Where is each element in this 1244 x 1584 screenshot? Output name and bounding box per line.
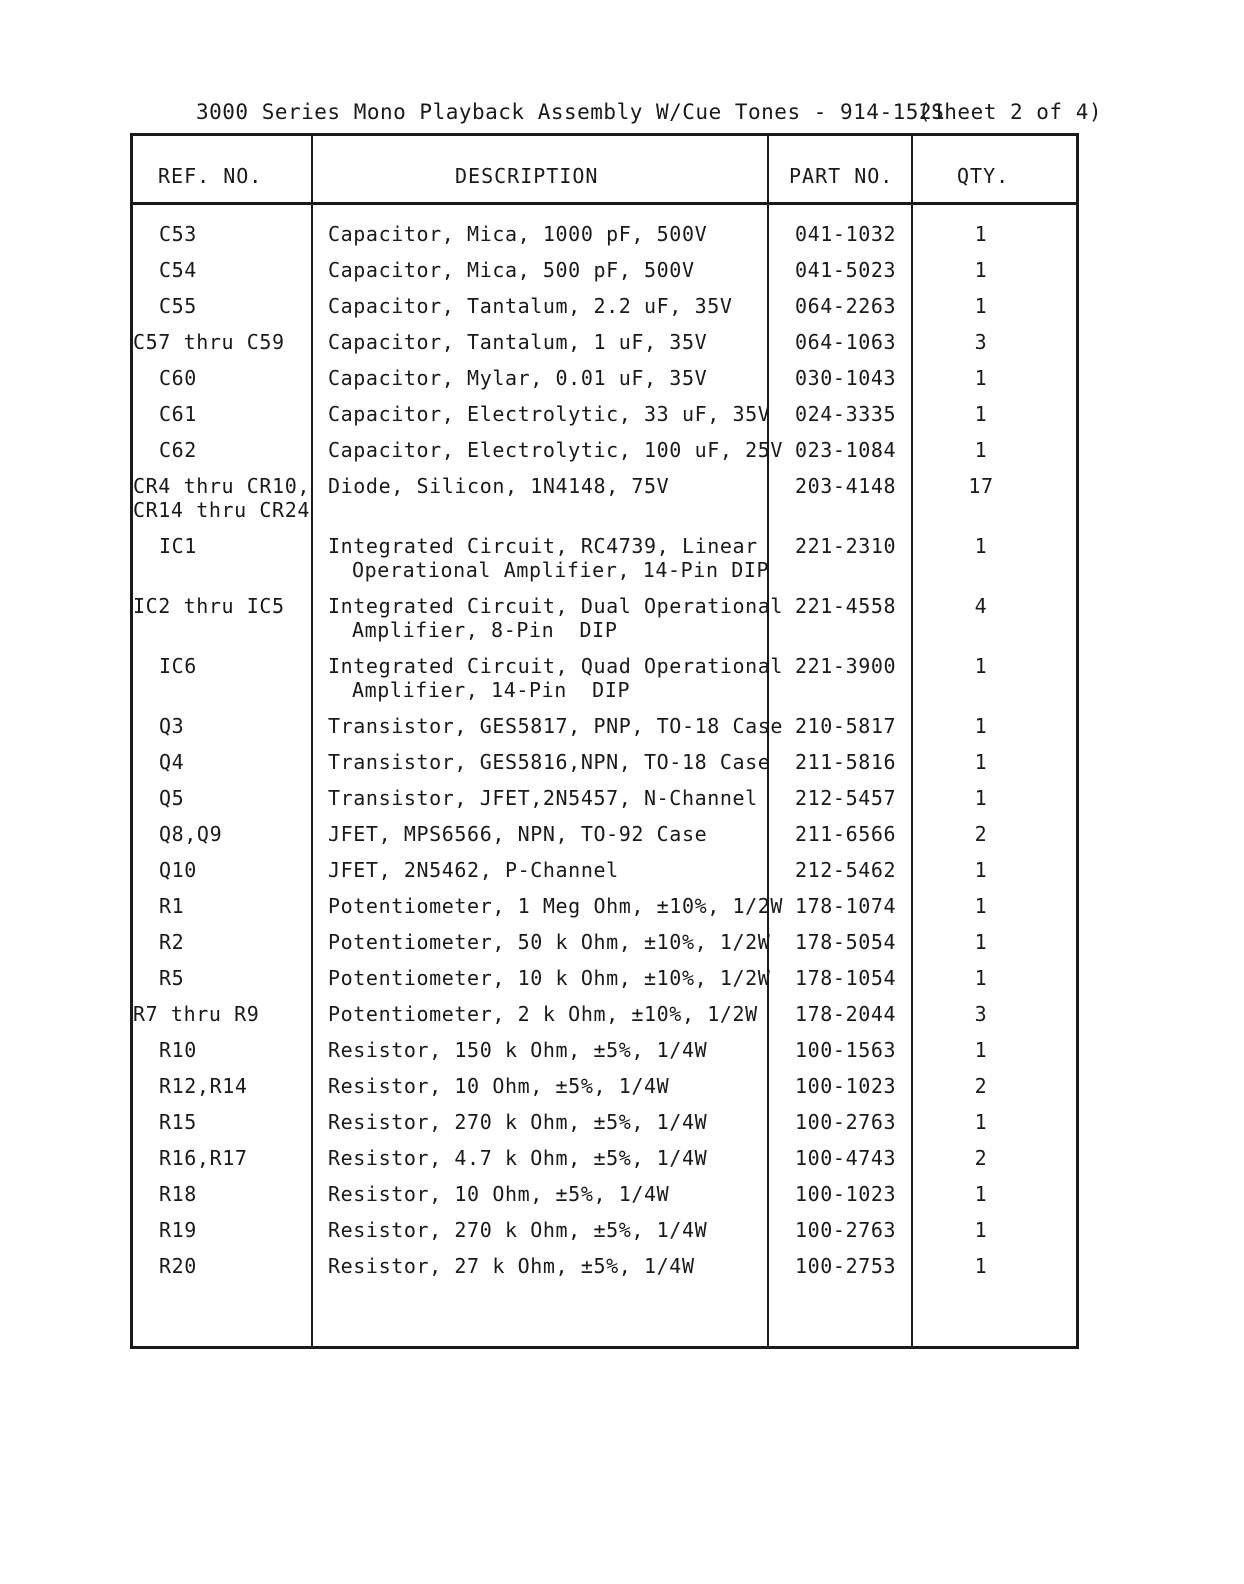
quantity: 1 bbox=[974, 654, 988, 678]
description bbox=[328, 594, 784, 642]
description bbox=[328, 894, 784, 918]
quantity: 2 bbox=[974, 1146, 988, 1170]
parts-table bbox=[130, 133, 1079, 1349]
ref-number-line: IC1 bbox=[159, 534, 197, 558]
quantity: 1 bbox=[974, 222, 988, 246]
quantity: 17 bbox=[968, 474, 994, 498]
description bbox=[328, 534, 778, 582]
description bbox=[328, 786, 778, 810]
description-line: Resistor, 270 k Ohm, ±5%, 1/4W bbox=[328, 1110, 708, 1134]
description-line: Capacitor, Tantalum, 1 uF, 35V bbox=[328, 330, 708, 354]
quantity: 1 bbox=[974, 894, 988, 918]
ref-number bbox=[133, 594, 313, 618]
ref-number bbox=[133, 366, 339, 390]
part-number: 100-2753 bbox=[795, 1254, 897, 1278]
quantity: 1 bbox=[974, 930, 988, 954]
description bbox=[328, 402, 778, 426]
ref-number-line: R19 bbox=[159, 1218, 197, 1242]
description bbox=[328, 474, 778, 498]
description-line: Diode, Silicon, 1N4148, 75V bbox=[328, 474, 670, 498]
ref-number-line: Q5 bbox=[159, 786, 185, 810]
part-number: 064-2263 bbox=[795, 294, 897, 318]
ref-number bbox=[133, 294, 339, 318]
description bbox=[328, 930, 778, 954]
column-header-qty: QTY. bbox=[957, 164, 1010, 188]
ref-number bbox=[133, 474, 313, 522]
ref-number-line: CR4 thru CR10, bbox=[133, 474, 310, 498]
ref-number-line: C57 thru C59 bbox=[133, 330, 285, 354]
description bbox=[328, 438, 784, 462]
ref-number-line: R16,R17 bbox=[159, 1146, 248, 1170]
quantity: 1 bbox=[974, 294, 988, 318]
sheet-number: (Sheet 2 of 4) bbox=[918, 100, 1103, 124]
description bbox=[328, 1182, 778, 1206]
part-number: 203-4148 bbox=[795, 474, 897, 498]
part-number: 100-1023 bbox=[795, 1182, 897, 1206]
quantity: 1 bbox=[974, 1218, 988, 1242]
description-line: Resistor, 4.7 k Ohm, ±5%, 1/4W bbox=[328, 1146, 708, 1170]
ref-number bbox=[133, 1002, 313, 1026]
ref-number-line: C62 bbox=[159, 438, 197, 462]
description bbox=[328, 1002, 778, 1026]
ref-number-line: R12,R14 bbox=[159, 1074, 248, 1098]
description bbox=[328, 858, 778, 882]
description bbox=[328, 294, 778, 318]
quantity: 1 bbox=[974, 366, 988, 390]
part-number: 030-1043 bbox=[795, 366, 897, 390]
quantity: 4 bbox=[974, 594, 988, 618]
ref-number bbox=[133, 654, 339, 678]
ref-number bbox=[133, 1218, 339, 1242]
part-number: 221-2310 bbox=[795, 534, 897, 558]
quantity: 1 bbox=[974, 966, 988, 990]
quantity: 3 bbox=[974, 1002, 988, 1026]
ref-number bbox=[133, 822, 339, 846]
column-header-description: DESCRIPTION bbox=[455, 164, 599, 188]
ref-number-line: R7 thru R9 bbox=[133, 1002, 260, 1026]
description-line: Capacitor, Mica, 1000 pF, 500V bbox=[328, 222, 708, 246]
description-line: Transistor, GES5816,NPN, TO-18 Case bbox=[328, 750, 771, 774]
description bbox=[328, 654, 784, 702]
ref-number bbox=[133, 1146, 339, 1170]
ref-number bbox=[133, 1038, 339, 1062]
description bbox=[328, 258, 778, 282]
quantity: 1 bbox=[974, 1038, 988, 1062]
ref-number bbox=[133, 1074, 339, 1098]
quantity: 1 bbox=[974, 1110, 988, 1134]
ref-number bbox=[133, 786, 339, 810]
description-line: Potentiometer, 50 k Ohm, ±10%, 1/2W bbox=[328, 930, 771, 954]
description-line: Potentiometer, 1 Meg Ohm, ±10%, 1/2W bbox=[328, 894, 784, 918]
ref-number-line: IC6 bbox=[159, 654, 197, 678]
description-line: Potentiometer, 2 k Ohm, ±10%, 1/2W bbox=[328, 1002, 758, 1026]
part-number: 100-2763 bbox=[795, 1110, 897, 1134]
description-line: Resistor, 10 Ohm, ±5%, 1/4W bbox=[328, 1182, 670, 1206]
part-number: 064-1063 bbox=[795, 330, 897, 354]
quantity: 1 bbox=[974, 750, 988, 774]
description-line: JFET, MPS6566, NPN, TO-92 Case bbox=[328, 822, 708, 846]
ref-number bbox=[133, 894, 339, 918]
description-line: JFET, 2N5462, P-Channel bbox=[328, 858, 619, 882]
quantity: 1 bbox=[974, 714, 988, 738]
column-header-ref: REF. NO. bbox=[158, 164, 263, 188]
description-line: Integrated Circuit, Dual Operational bbox=[328, 594, 784, 618]
ref-number bbox=[133, 438, 339, 462]
description-line: Resistor, 150 k Ohm, ±5%, 1/4W bbox=[328, 1038, 708, 1062]
quantity: 1 bbox=[974, 534, 988, 558]
ref-number bbox=[133, 1110, 339, 1134]
quantity: 1 bbox=[974, 1254, 988, 1278]
quantity: 2 bbox=[974, 822, 988, 846]
part-number: 221-3900 bbox=[795, 654, 897, 678]
description-line: Capacitor, Mylar, 0.01 uF, 35V bbox=[328, 366, 708, 390]
ref-number-line: R15 bbox=[159, 1110, 197, 1134]
description bbox=[328, 822, 778, 846]
column-header-part: PART NO. bbox=[789, 164, 894, 188]
part-number: 178-2044 bbox=[795, 1002, 897, 1026]
ref-number bbox=[133, 930, 339, 954]
ref-number-line: R5 bbox=[159, 966, 185, 990]
part-number: 023-1084 bbox=[795, 438, 897, 462]
part-number: 178-1074 bbox=[795, 894, 897, 918]
quantity: 1 bbox=[974, 786, 988, 810]
quantity: 1 bbox=[974, 1182, 988, 1206]
part-number: 212-5457 bbox=[795, 786, 897, 810]
description bbox=[328, 222, 778, 246]
description bbox=[328, 966, 778, 990]
description-line: Capacitor, Electrolytic, 100 uF, 25V bbox=[328, 438, 784, 462]
part-number: 210-5817 bbox=[795, 714, 897, 738]
ref-number-line: Q3 bbox=[159, 714, 185, 738]
description bbox=[328, 330, 778, 354]
description bbox=[328, 366, 778, 390]
ref-number-line: Q8,Q9 bbox=[159, 822, 223, 846]
ref-number bbox=[133, 330, 313, 354]
part-number: 041-1032 bbox=[795, 222, 897, 246]
document-title: 3000 Series Mono Playback Assembly W/Cue Tones - 914-1521 bbox=[196, 100, 946, 124]
ref-number-line: C55 bbox=[159, 294, 197, 318]
description bbox=[328, 1038, 778, 1062]
description-line: Integrated Circuit, Quad Operational bbox=[328, 654, 784, 678]
description-line: Amplifier, 14-Pin DIP bbox=[352, 678, 631, 702]
part-number: 221-4558 bbox=[795, 594, 897, 618]
header-divider bbox=[133, 202, 1076, 205]
ref-number bbox=[133, 1182, 339, 1206]
part-number: 211-6566 bbox=[795, 822, 897, 846]
ref-number-line: C60 bbox=[159, 366, 197, 390]
ref-number-line: C53 bbox=[159, 222, 197, 246]
quantity: 1 bbox=[974, 858, 988, 882]
ref-number-line: R2 bbox=[159, 930, 185, 954]
description bbox=[328, 1218, 778, 1242]
ref-number bbox=[133, 402, 339, 426]
ref-number bbox=[133, 534, 339, 558]
ref-number-line: R18 bbox=[159, 1182, 197, 1206]
description-line: Transistor, GES5817, PNP, TO-18 Case bbox=[328, 714, 784, 738]
ref-number bbox=[133, 258, 339, 282]
description bbox=[328, 714, 784, 738]
ref-number bbox=[133, 966, 339, 990]
description-line: Capacitor, Mica, 500 pF, 500V bbox=[328, 258, 695, 282]
part-number: 178-1054 bbox=[795, 966, 897, 990]
part-number: 100-1023 bbox=[795, 1074, 897, 1098]
ref-number-line: R10 bbox=[159, 1038, 197, 1062]
part-number: 100-1563 bbox=[795, 1038, 897, 1062]
ref-number bbox=[133, 714, 339, 738]
quantity: 1 bbox=[974, 402, 988, 426]
description bbox=[328, 1074, 778, 1098]
part-number: 100-2763 bbox=[795, 1218, 897, 1242]
description-line: Transistor, JFET,2N5457, N-Channel bbox=[328, 786, 758, 810]
part-number: 100-4743 bbox=[795, 1146, 897, 1170]
ref-number bbox=[133, 1254, 339, 1278]
quantity: 3 bbox=[974, 330, 988, 354]
ref-number bbox=[133, 222, 339, 246]
ref-number-line: C61 bbox=[159, 402, 197, 426]
part-number: 041-5023 bbox=[795, 258, 897, 282]
description-line: Potentiometer, 10 k Ohm, ±10%, 1/2W bbox=[328, 966, 771, 990]
quantity: 1 bbox=[974, 438, 988, 462]
ref-number-line: R20 bbox=[159, 1254, 197, 1278]
ref-number bbox=[133, 750, 339, 774]
description-line: Integrated Circuit, RC4739, Linear bbox=[328, 534, 758, 558]
part-number: 178-5054 bbox=[795, 930, 897, 954]
ref-number-line: Q4 bbox=[159, 750, 185, 774]
description bbox=[328, 1254, 778, 1278]
quantity: 2 bbox=[974, 1074, 988, 1098]
quantity: 1 bbox=[974, 258, 988, 282]
description-line: Resistor, 10 Ohm, ±5%, 1/4W bbox=[328, 1074, 670, 1098]
description-line: Capacitor, Electrolytic, 33 uF, 35V bbox=[328, 402, 771, 426]
ref-number-line: R1 bbox=[159, 894, 185, 918]
ref-number-line: CR14 thru CR24 bbox=[133, 498, 310, 522]
description-line: Operational Amplifier, 14-Pin DIP bbox=[352, 558, 770, 582]
description bbox=[328, 1110, 778, 1134]
description-line: Resistor, 270 k Ohm, ±5%, 1/4W bbox=[328, 1218, 708, 1242]
description-line: Amplifier, 8-Pin DIP bbox=[352, 618, 618, 642]
description bbox=[328, 1146, 778, 1170]
description-line: Resistor, 27 k Ohm, ±5%, 1/4W bbox=[328, 1254, 695, 1278]
ref-number-line: Q10 bbox=[159, 858, 197, 882]
part-number: 024-3335 bbox=[795, 402, 897, 426]
part-number: 211-5816 bbox=[795, 750, 897, 774]
ref-number-line: IC2 thru IC5 bbox=[133, 594, 285, 618]
description-line: Capacitor, Tantalum, 2.2 uF, 35V bbox=[328, 294, 733, 318]
ref-number bbox=[133, 858, 339, 882]
ref-number-line: C54 bbox=[159, 258, 197, 282]
description bbox=[328, 750, 778, 774]
part-number: 212-5462 bbox=[795, 858, 897, 882]
